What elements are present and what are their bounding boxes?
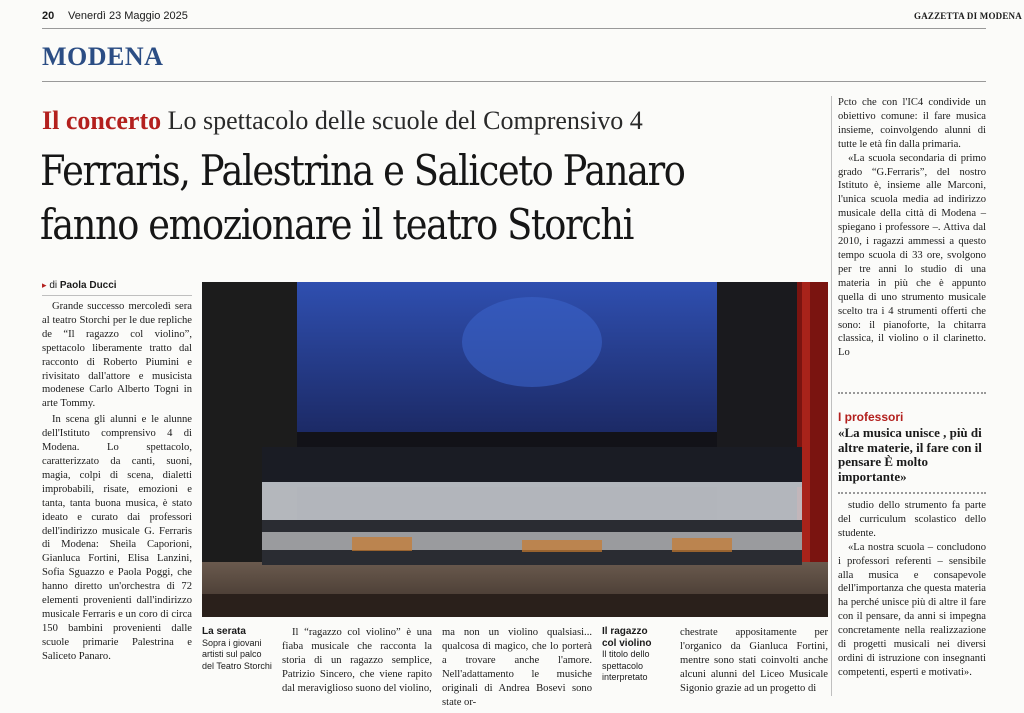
section-rule — [42, 81, 986, 82]
quote-label: I professori — [838, 410, 904, 424]
article-column-1 — [42, 300, 192, 664]
subtitle: Lo spettacolo delle scuole del Comprensivo 4 — [167, 106, 643, 135]
page-date: Venerdì 23 Maggio 2025 — [68, 10, 188, 22]
photo-caption — [202, 626, 272, 672]
article-column-right-bottom — [838, 499, 986, 680]
byline — [42, 280, 117, 291]
byline-rule — [42, 295, 192, 296]
article-column-right-top — [838, 96, 986, 360]
article-column-b3 — [680, 626, 828, 696]
concert-photo-illustration — [202, 282, 828, 617]
article-column-b1 — [282, 626, 432, 696]
byline-prefix: di — [49, 280, 58, 291]
side-note-title: Il ragazzo col violino — [602, 626, 652, 649]
kicker-line — [42, 106, 643, 136]
quote-dots-bottom — [838, 492, 986, 494]
col1-paragraph-2: In scena gli alunni e le alunne dell'Istituto comprensivo 4 di Modena. Lo spettacolo, caratterizzato da canti, suoni, magia, colpi di scena, dialetti improbabili, risate, emozioni e tanta, tanta buona musica, è stato ideato e curato dai professori dell'indirizzo musicale G. Ferraris di Modena: Sheila Caporioni, Gianluca Fortini, Elisa Lanzini, Sofia Sguazzo e Paola Poggi, che hanno diretto un'orchestra di 72 elementi provenienti dall'indirizzo musicale Ferraris e un coro di circa 150 bambini provenienti dalle scuole primarie Palestrina e Saliceto Panaro. — [42, 414, 192, 662]
headline — [40, 144, 685, 252]
col-b2-paragraph: ma non un violino qualsiasi... qualcosa di magico, che lo porterà a trovare anche l'amore. Nell'adattamento le musiche originali di Andrea Bosevi sono state or- — [442, 627, 592, 708]
right-paragraph-4: «La nostra scuola – concludono i professori referenti – sensibile alla musica e consapevole dell'importanza che questa materia ha perché unisce più di altre il fare con il pensare, da anni si impegna concretamente nella realizzazione di progetti musicali nei diversi ordini di istruzione con insegnanti competenti, esperti e motivati». — [838, 541, 986, 678]
section-title: MODENA — [42, 42, 164, 71]
col1-paragraph-1: Grande successo mercoledì sera al teatro Storchi per le due repliche de “Il ragazzo col violino”, spettacolo liberamente tratto dal racconto di Roberto Piumini e rivisitato dall'attore e musicista modenese Carlo Alberto Togni in arte Tommy. — [42, 301, 192, 410]
photo-caption-text: Sopra i giovani artisti sul palco del Teatro Storchi — [202, 637, 272, 671]
col-b3-paragraph: chestrate appositamente per l'organico da Gianluca Fortini, mentre sono stati coinvolti anche alcuni alunni del Liceo Musicale Sigonio grazie ad un progetto di — [680, 627, 828, 694]
concert-photo — [202, 282, 828, 617]
kicker: Il concerto — [42, 106, 162, 135]
byline-arrow-icon: ▸ — [42, 280, 47, 290]
right-column-divider — [831, 96, 832, 696]
page-number: 20 — [42, 10, 55, 22]
pull-quote: «La musica unisce , più di altre materie, il fare con il pensare È molto importante» — [838, 425, 982, 484]
article-column-b2 — [442, 626, 592, 709]
headline-line-2: fanno emozionare il teatro Storchi — [40, 200, 634, 249]
top-rule — [42, 28, 986, 29]
col-b1-paragraph: Il “ragazzo col violino” è una fiaba musicale che racconta la storia di un ragazzo semplice, Patrizio Sincero, che viene rapito dal meraviglioso suono del violino, — [282, 627, 432, 694]
masthead: GAZZETTA DI MODENA — [914, 11, 1022, 21]
headline-line-1: Ferraris, Palestrina e Saliceto Panaro — [40, 146, 685, 195]
photo-caption-title: La serata — [202, 626, 246, 637]
side-note — [602, 626, 662, 684]
byline-author: Paola Ducci — [59, 280, 117, 291]
side-note-text: Il titolo dello spettacolo interpretato — [602, 649, 650, 682]
right-paragraph-1: Pcto che con l'IC4 condivide un obiettivo comune: il fare musica insieme, coinvolgendo alunni di tutte le età fin dalla primaria. — [838, 97, 986, 150]
right-paragraph-3: studio dello strumento fa parte del curriculum scolastico dello studente. — [838, 500, 986, 539]
right-paragraph-2: «La scuola secondaria di primo grado “G.Ferraris”, del nostro Istituto è, insieme alle Marconi, l'unica scuola media ad indirizzo musicale della città di Modena – spiegano i professore –. Attiva dal 2010, i ragazzi ammessi a questo tempo scuola di 33 ore, svolgono per tre anni lo studio di una materia in più che è appunto quella di uno strumento musicale scelto tra i 4 strumenti offerti che sono: il pianoforte, la chitarra classica, il violino o il clarinetto. Lo — [838, 152, 986, 359]
quote-dots — [838, 392, 986, 394]
